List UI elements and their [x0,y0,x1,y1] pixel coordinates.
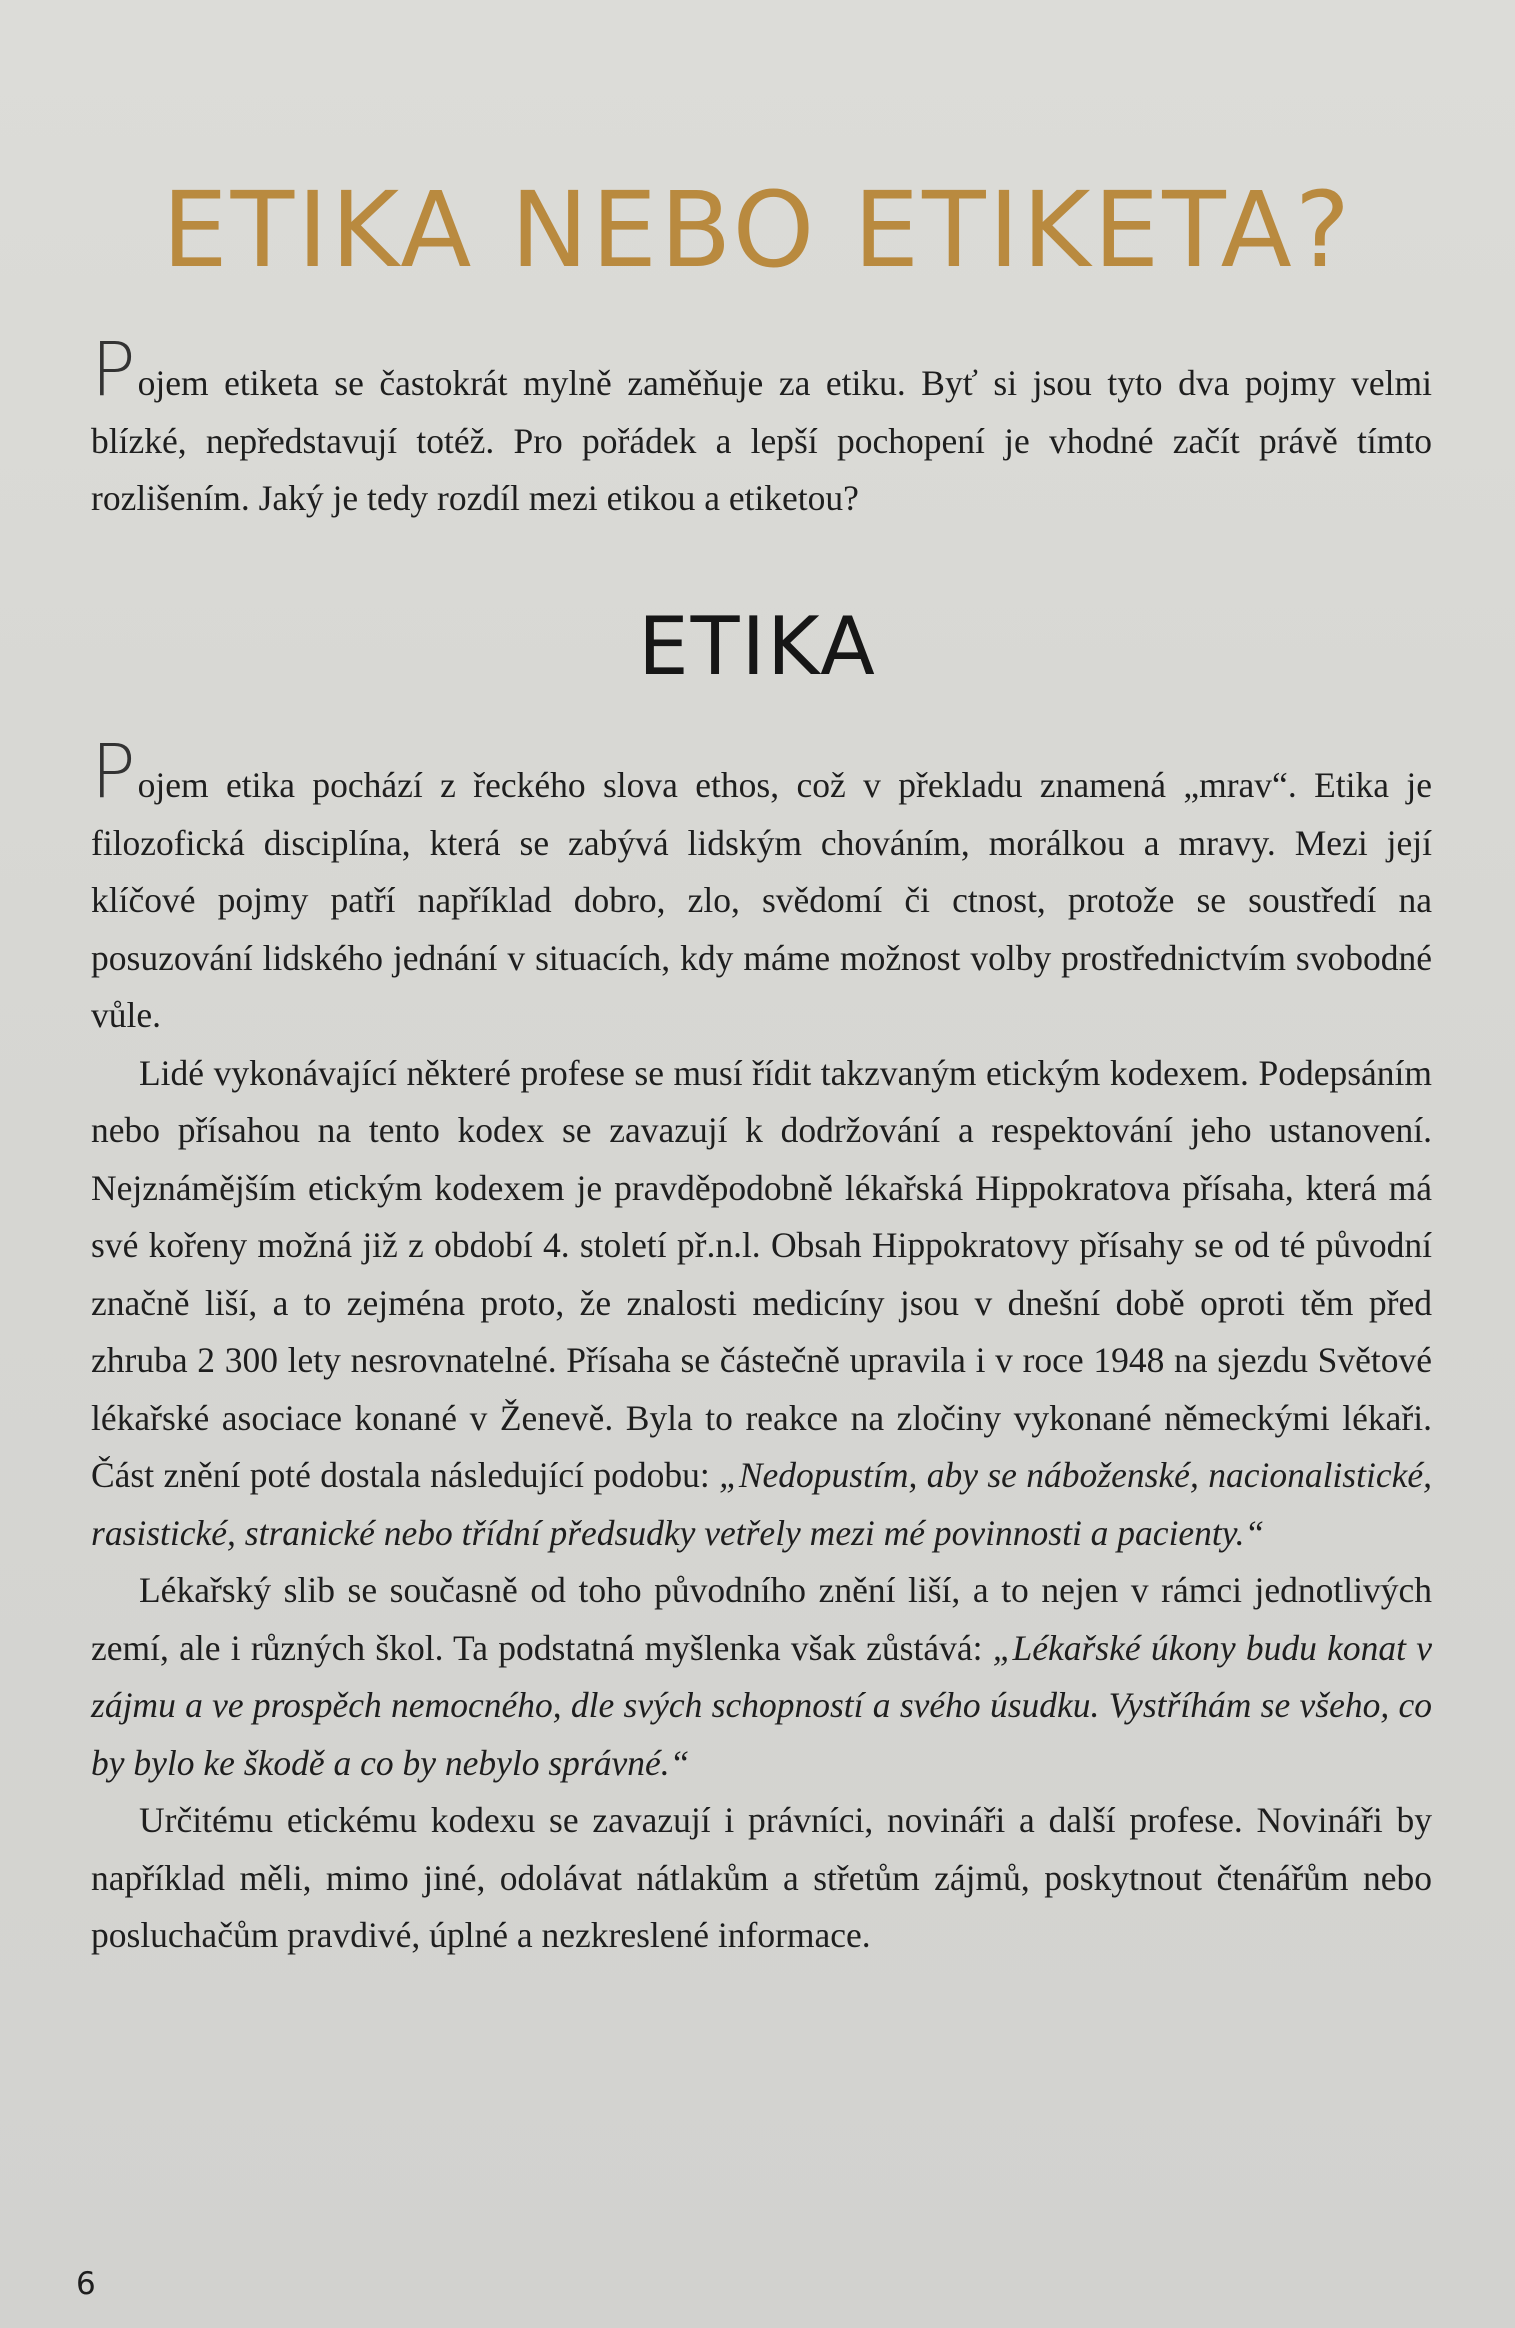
page-number: 6 [76,2266,96,2302]
intro-paragraph [91,327,1432,528]
paragraph-2-text: Lidé vykonávající některé profese se musí řídit takzvaným etickým kodexem. Podepsáním nebo přísahou na tento kodex se zavazují k dodržování a respektování jeho ustanovení. Nejznámějším etickým kodexem je pravděpodobně lékařská Hippokratova přísaha, která má své kořeny možná již z období 4. století př.n.l. Obsah Hippokratovy přísahy se od té původní značně liší, a to zejména proto, že znalosti medicíny jsou v dnešní době oproti těm před zhruba 2 300 lety nesrovnatelné. Přísaha se částečně upravila i v roce 1948 na sjezdu Světové lékařské asociace konané v Ženevě. Byla to reakce na zločiny vykonané německými lékaři. Část znění poté dostala následující podobu: [91,1052,1432,1495]
paragraph-3 [91,1562,1432,1792]
paragraph-1-text: ojem etika pochází z řeckého slova ethos, což v překladu znamená „mrav“. Etika je filozofická disciplína, která se zabývá lidským chováním, morálkou a mravy. Mezi její klíčové pojmy patří například dobro, zlo, svědomí či ctnost, protože se soustředí na posuzování lidského jednání v situacích, kdy máme možnost volby prostřednictvím svobodné vůle. [91,765,1432,1035]
page-title: ETIKA NEBO ETIKETA? [161,169,1354,291]
paragraph-1-drop-cap: P [91,729,136,815]
paragraph-3-quote: „Lékařské úkony budu konat v zájmu a ve prospěch nemocného, dle svých schopností a svého úsudku. Vystříhám se všeho, co by bylo ke škodě a co by nebylo správné.“ [91,1627,1432,1783]
paragraph-1 [91,729,1432,1045]
etika-section-body [91,729,1432,1965]
paragraph-3-text: Lékařský slib se současně od toho původního znění liší, a to nejen v rámci jednotlivých zemí, ale i různých škol. Ta podstatná myšlenka však zůstává: [91,1570,1432,1668]
paragraph-2 [91,1045,1432,1563]
paragraph-4-text: Určitému etickému kodexu se zavazují i právníci, novináři a další profese. Novináři by například měli, mimo jiné, odolávat nátlakům a střetům zájmů, poskytnout čtenářům nebo posluchačům pravdivé, úplné a nezkreslené informace. [91,1800,1432,1955]
intro-paragraph-block [91,327,1432,528]
paragraph-2-quote: „Nedopustím, aby se náboženské, nacionalistické, rasistické, stranické nebo třídní předsudky vetřely mezi mé povinnosti a pacienty.“ [91,1455,1432,1553]
intro-text: ojem etiketa se častokrát mylně zaměňuje za etiku. Byť si jsou tyto dva pojmy velmi blízké, nepředstavují totéž. Pro pořádek a lepší pochopení je vhodné začít právě tímto rozlišením. Jaký je tedy rozdíl mezi etikou a etiketou? [91,363,1432,518]
paragraph-4 [91,1792,1432,1965]
section-title: ETIKA [638,600,877,693]
intro-drop-cap: P [91,327,136,413]
